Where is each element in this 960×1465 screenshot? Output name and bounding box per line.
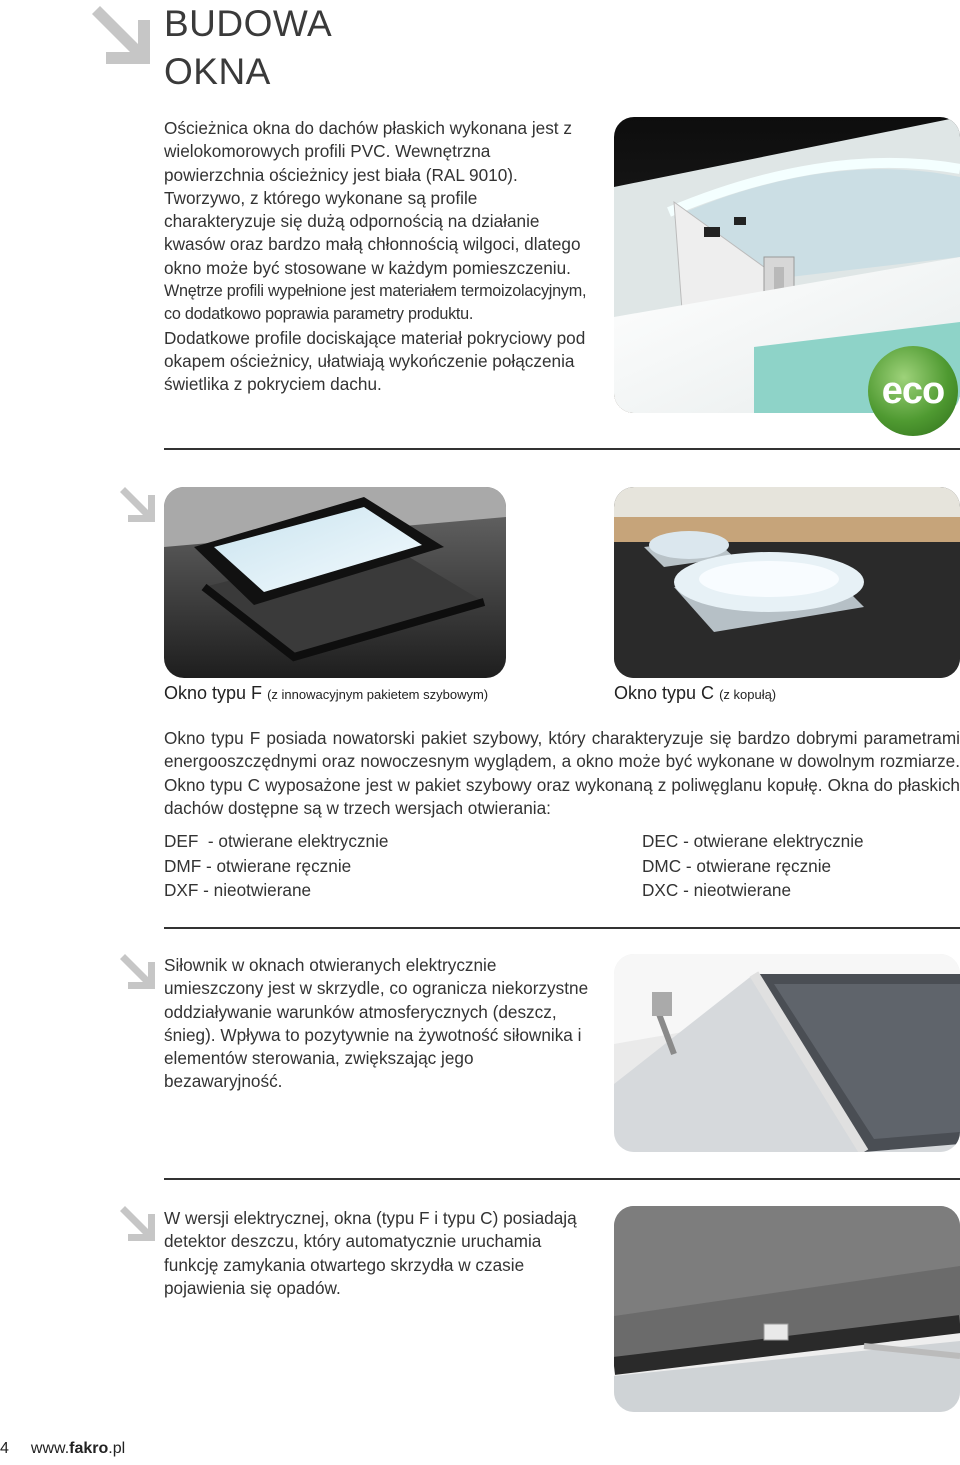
- intro-paragraph-1: Ościeżnica okna do dachów płaskich wykonana jest z wielokomorowych profili PVC. Wewnętrzna powierzchnia ościeżnicy jest biała (RAL 9010). Tworzywo, z którego wykonane są profile charakteryzuje się dużą odpornością na działanie kwasów oraz bardzo małą chłonnością wilgoci, dlatego okno może być stosowane w każdym pomieszczeniu.: [164, 118, 581, 278]
- section-divider: [164, 448, 960, 450]
- eco-badge-label: eco: [881, 370, 945, 412]
- page-title: [164, 0, 332, 96]
- types-description: Okno typu F posiada nowatorski pakiet szybowy, który charakteryzuje się bardzo dobrymi parametrami energooszczędnymi oraz nowoczesnym wyglądem, a okno może być wykonane w dowolnym rozmiarze. Okno typu C wyposażone jest w pakiet szybowy oraz wykonaną z poliwęglanu kopułę. Okna do płaskich dachów dostępne są w trzech wersjach otwierania:: [164, 728, 960, 819]
- footer-url-suffix: .pl: [108, 1440, 126, 1457]
- version-dxf: DXF - nieotwierane: [164, 880, 312, 901]
- caption-type-c-note: (z kopułą): [719, 687, 777, 702]
- footer: [0, 1440, 125, 1458]
- page-number: 4: [0, 1440, 9, 1457]
- caption-type-c: [614, 683, 776, 704]
- actuator-text: Siłownik w oknach otwieranych elektrycznie umieszczony jest w skrzydle, co ogranicza niekorzystne oddziaływanie warunków atmosferycznych (deszcz, śnieg). Wpływa to pozytywnie na żywotność siłownika i elementów sterowania, zwiększając jego bezawaryjność.: [164, 955, 589, 1092]
- section-divider: [164, 927, 960, 929]
- intro-paragraph-3: Dodatkowe profile dociskające materiał pokryciowy pod okapem ościeżnicy, ułatwiają wykończenie połączenia świetlika z pokryciem dachu.: [164, 327, 586, 395]
- version-dec: DEC - otwierane elektrycznie: [642, 831, 864, 851]
- arrow-down-right-icon: [120, 1206, 156, 1242]
- version-dxc: DXC - nieotwierane: [642, 880, 792, 901]
- intro-text: [164, 117, 590, 397]
- version-list-c: [642, 829, 904, 903]
- window-type-f-photo: [164, 487, 506, 678]
- title-line-1: BUDOWA: [164, 3, 333, 44]
- version-dmf: DMF - otwierane ręcznie: [164, 855, 352, 876]
- footer-url-brand: fakro: [69, 1440, 109, 1457]
- arrow-overlay-icon: [92, 6, 152, 66]
- version-dmc: DMC - otwierane ręcznie: [642, 855, 832, 876]
- arrow-down-right-icon: [120, 954, 156, 990]
- version-def: DEF - otwierane elektrycznie: [164, 831, 389, 851]
- caption-type-f: [164, 683, 488, 704]
- rain-sensor-text: W wersji elektrycznej, okna (typu F i typu C) posiadają detektor deszczu, który automatycznie uruchamia funkcję zamykania otwartego skrzydła w czasie pojawienia się opadów.: [164, 1208, 577, 1298]
- window-type-c-photo: [614, 487, 960, 678]
- opening-versions-list: [164, 829, 904, 903]
- footer-url[interactable]: [31, 1440, 125, 1457]
- rain-sensor-photo: [614, 1206, 960, 1412]
- intro-paragraph-2: Wnętrze profili wypełnione jest materiałem termoizolacyjnym, co dodatkowo poprawia parametry produktu.: [164, 282, 587, 324]
- caption-type-f-note: (z innowacyjnym pakietem szybowym): [267, 687, 489, 702]
- caption-type-c-main: Okno typu C: [614, 683, 715, 703]
- title-line-2: OKNA: [164, 51, 271, 92]
- caption-type-f-main: Okno typu F: [164, 683, 263, 703]
- eco-badge: [868, 346, 958, 436]
- footer-url-prefix: www.: [30, 1440, 70, 1457]
- actuator-photo: [614, 954, 960, 1152]
- section-divider: [164, 1178, 960, 1180]
- version-list-f: [164, 829, 642, 903]
- arrow-down-right-icon: [120, 487, 156, 523]
